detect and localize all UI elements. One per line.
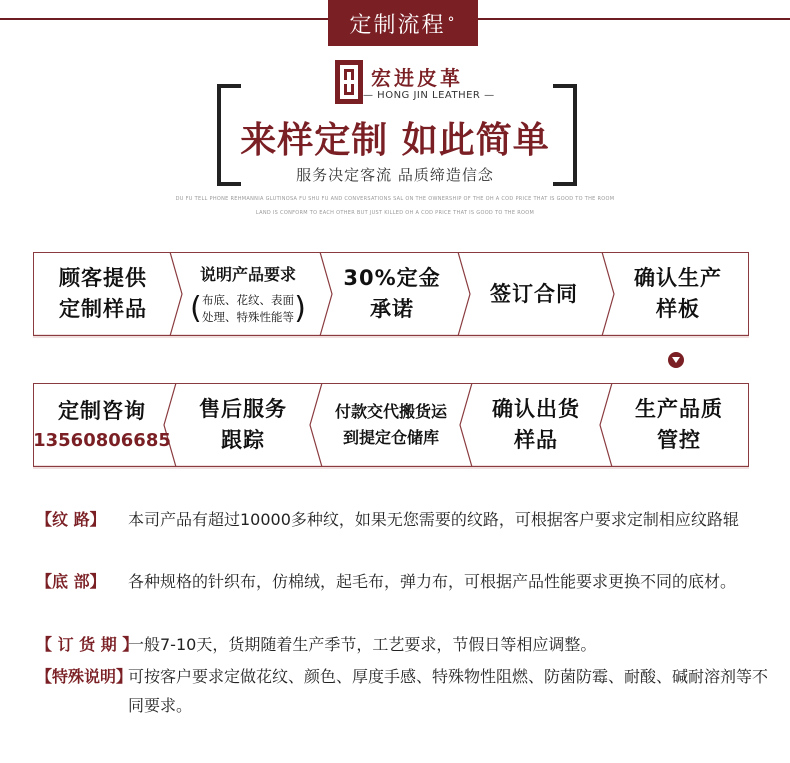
step-text: 样品 [514,428,558,452]
step-payment-shipping [321,383,461,467]
fine-print-line-1: DU FU TELL PHONE REHMANNIA GLUTINOSA FU SHU FU AND CONVERSATIONS SAL ON THE OWNERSHIP OF THE OH A COD PRICE THAT IS GOOD TO THE ROOM [175,196,615,202]
step-text: 定制咨询 [58,398,146,423]
process-row-1 [33,252,749,336]
subheadline: 服务决定客流 品质缔造信念 [296,166,494,184]
step-text: 承诺 [370,297,414,321]
step-text: 定制样品 [59,297,147,321]
step-provide-sample [35,252,171,336]
step-text: 售后服务 [199,397,287,421]
step-text: 生产品质 [635,397,723,421]
step-quality-control [611,383,747,467]
section-title-banner [328,0,478,46]
info-text: 可按客户要求定做花纹、颜色、厚度手感、特殊物性阻燃、防菌防霉、耐酸、碱耐溶剂等不同要求。 [128,667,769,715]
step-text: 到提定仓储库 [342,428,439,447]
step-deposit [325,252,459,336]
info-label: 【 订 货 期 】 [36,635,139,654]
headline: 来样定制 如此简单 [240,120,550,161]
info-label: 【特殊说明】 [36,667,133,686]
step-product-requirements [173,252,323,336]
info-text: 本司产品有超过10000多种纹，如果无您需要的纹路，可根据客户要求定制相应纹路辊 [128,510,739,529]
logo-emblem-icon [335,60,363,104]
step-title: 说明产品要求 [199,265,296,284]
step-confirm-shipment [471,383,601,467]
step-text: 付款交代搬货运 [334,402,447,421]
step-after-sales [175,383,311,467]
step-note [192,292,304,326]
step-text: 跟踪 [221,428,265,452]
step-confirm-sample [609,252,747,336]
paren-left: ( [190,291,202,326]
contact-phone[interactable]: 13560806685 [33,429,171,451]
step-text: 确认出货 [492,397,580,421]
step-note-line: 布底、花纹、表面 [202,293,294,307]
step-text: 顾客提供 [59,266,147,290]
title-degree-mark: ° [447,15,457,31]
info-text: 一般7-10天，货期随着生产季节，工艺要求，节假日等相应调整。 [128,635,597,654]
brand-name-en: — HONG JIN LEATHER — [363,90,495,101]
paren-right: ) [294,291,306,326]
info-label: 【底 部】 [36,572,106,591]
step-note-line: 处理、特殊性能等 [202,310,294,324]
step-sign-contract [465,252,603,336]
brand-logo [335,60,495,106]
step-text: 签订合同 [490,281,578,306]
step-text: 样板 [656,297,700,321]
step-text: 确认生产 [634,266,722,290]
section-title: 定制流程 [349,12,446,38]
process-row-2 [33,383,749,467]
brand-name-cn: 宏进皮革 [371,66,463,90]
fine-print-line-2: LAND IS CONFORM TO EACH OTHER BUT JUST KILLED OH A COD PRICE THAT IS GOOD TO THE ROOM [255,210,535,216]
arrow-down-icon [668,352,684,368]
info-label: 【纹 路】 [36,510,106,529]
step-text: 30%定金 [343,266,441,290]
info-text: 各种规格的针织布，仿棉绒，起毛布，弹力布，可根据产品性能要求更换不同的底材。 [128,572,737,591]
step-text: 管控 [657,428,701,452]
step-consultation [35,383,169,467]
